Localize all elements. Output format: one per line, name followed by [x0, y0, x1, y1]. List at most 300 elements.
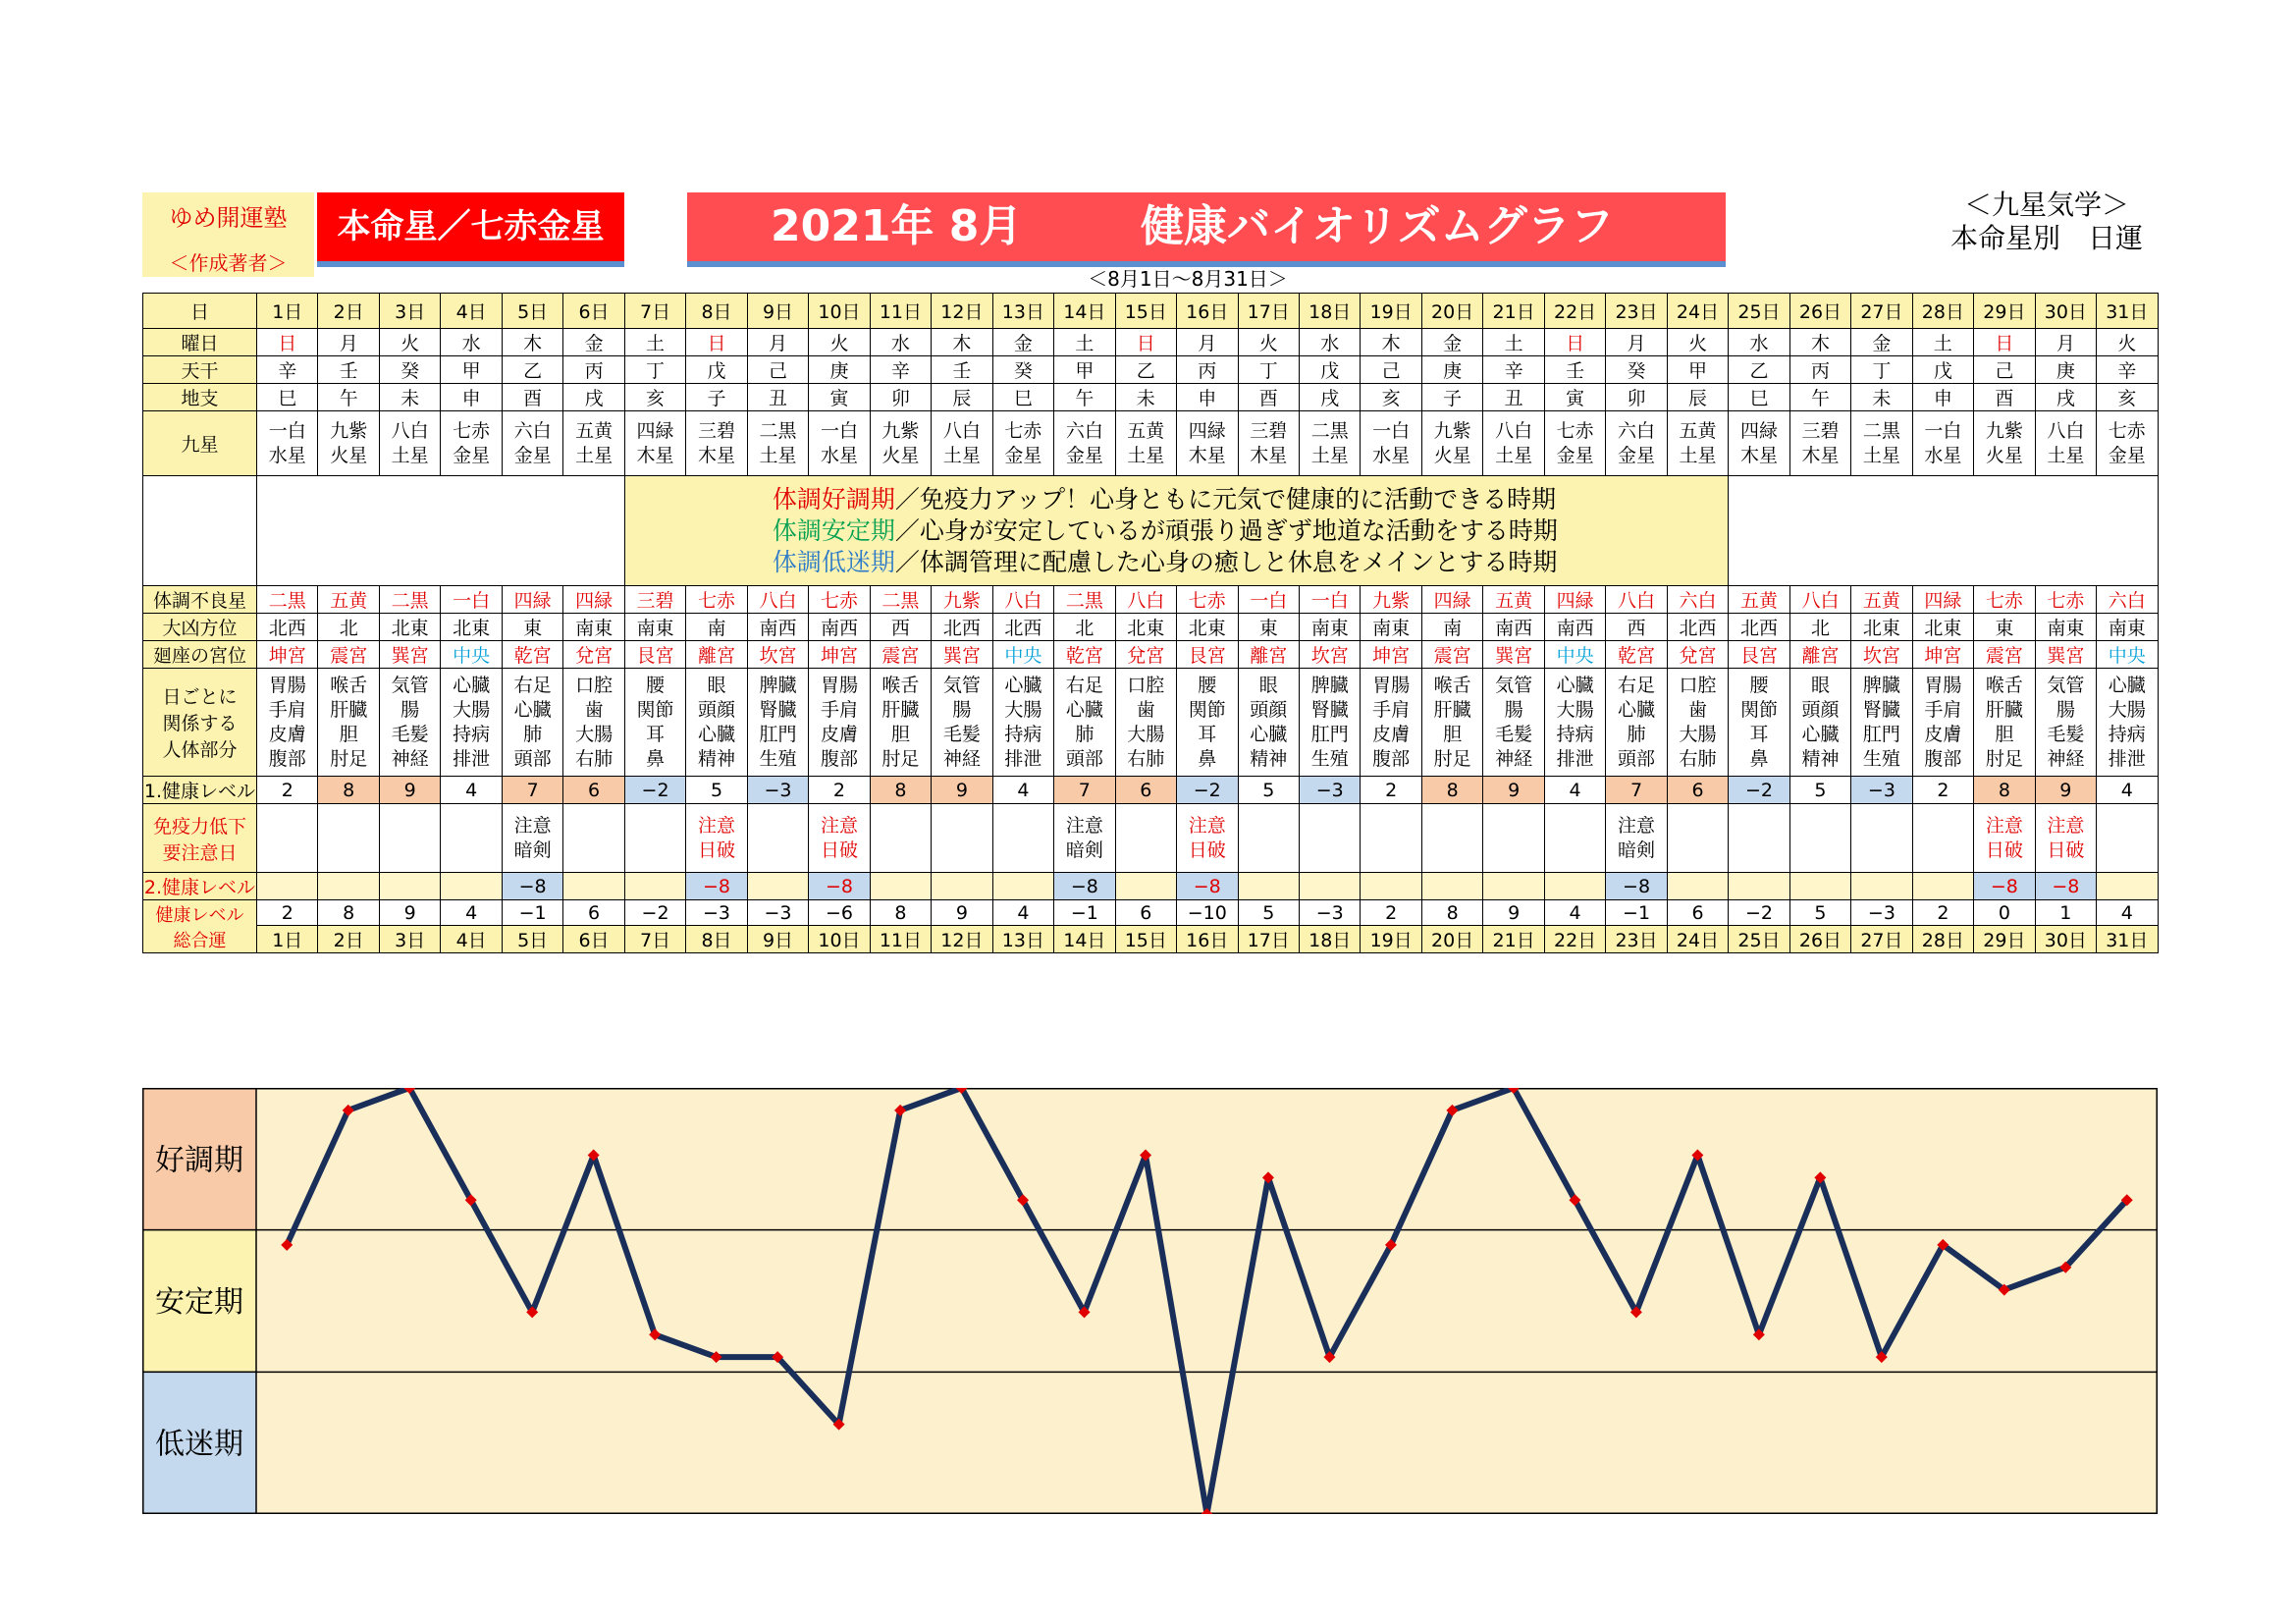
legend-stable-text: ／心身が安定しているが頑張り過ぎず地道な活動をする時期 — [894, 515, 1558, 545]
row-weekday-cell: 木 — [502, 329, 562, 356]
row-total-cell: 2 — [257, 900, 318, 926]
row-chishi-cell: 亥 — [2097, 384, 2158, 411]
row-total-cell: 2 — [1912, 900, 1973, 926]
row-kaiza-cell: 巽宮 — [932, 641, 992, 669]
row-body-cell — [1115, 669, 1176, 777]
row-day-footer-cell: 23日 — [1606, 926, 1667, 953]
row-day-cell: 19日 — [1361, 294, 1421, 329]
row-caution-cell — [318, 804, 379, 873]
body-part: 肺 — [1075, 723, 1095, 745]
body-part: 大腸 — [2108, 698, 2146, 721]
body-part: 皮膚 — [1924, 723, 1962, 745]
row-kyusei-cell — [1177, 411, 1238, 476]
kyusei-line: 一白 — [820, 419, 858, 442]
row-level2-cell: −8 — [1054, 873, 1115, 900]
row-furyo-cell: 一白 — [1299, 586, 1360, 614]
kyusei-line: 金星 — [1556, 444, 1594, 466]
body-part: 口腔 — [1127, 674, 1165, 696]
row-level1-cell: 6 — [563, 777, 624, 804]
row-daikyo-cell: 北東 — [1912, 614, 1973, 641]
row-kyusei-cell — [1544, 411, 1605, 476]
row-body-cell — [1054, 669, 1115, 777]
row-day-footer-cell: 8日 — [686, 926, 747, 953]
date-range: ＜8月1日～8月31日＞ — [1088, 267, 1288, 291]
body-part: 肝臓 — [881, 698, 920, 721]
body-part: 喉舌 — [1433, 674, 1471, 696]
row-level1-cell: 4 — [992, 777, 1053, 804]
row-weekday-cell: 火 — [2097, 329, 2158, 356]
row-daikyo-cell: 北 — [318, 614, 379, 641]
row-body — [143, 669, 2159, 777]
row-weekday-cell: 水 — [1299, 329, 1360, 356]
row-day-footer-cell: 10日 — [809, 926, 870, 953]
row-body-cell — [1177, 669, 1238, 777]
row-tenkan-cell: 壬 — [318, 356, 379, 384]
kyusei-line: 金星 — [1065, 444, 1103, 466]
row-caution-cell — [563, 804, 624, 873]
row-label-line: 日ごとに — [162, 686, 238, 708]
kyusei-line: 土星 — [1679, 444, 1717, 466]
row-chishi-cell: 子 — [1421, 384, 1482, 411]
row-body-cell — [1299, 669, 1360, 777]
kyusei-line: 水星 — [1924, 444, 1962, 466]
row-caution-cell — [809, 804, 870, 873]
row-day-footer-cell: 26日 — [1789, 926, 1850, 953]
kyusei-line: 木星 — [1739, 444, 1778, 466]
row-level2-cell — [2097, 873, 2158, 900]
kyusei-line: 六白 — [1618, 419, 1656, 442]
kyusei-line: 六白 — [513, 419, 552, 442]
body-part: 歯 — [1136, 698, 1155, 721]
row-chishi-cell: 寅 — [809, 384, 870, 411]
row-level1-cell: 4 — [441, 777, 502, 804]
legend-low-term: 体調低迷期 — [772, 547, 895, 576]
kyusei-line: 四緑 — [1739, 419, 1778, 442]
row-level2-cell: −8 — [502, 873, 562, 900]
row-body-cell — [1912, 669, 1973, 777]
row-weekday-cell: 金 — [992, 329, 1053, 356]
row-chishi-cell: 巳 — [992, 384, 1053, 411]
row-level2-cell — [1544, 873, 1605, 900]
body-part: 排泄 — [2108, 747, 2146, 770]
row-furyo-cell: 一白 — [441, 586, 502, 614]
caution-line: 暗剣 — [1065, 839, 1103, 861]
row-weekday-cell: 土 — [1483, 329, 1544, 356]
row-total — [143, 900, 2159, 926]
row-total-cell: 4 — [992, 900, 1053, 926]
row-tenkan-cell: 丁 — [1851, 356, 1912, 384]
body-part: 胆 — [1443, 723, 1463, 745]
row-chishi-cell: 辰 — [1667, 384, 1728, 411]
row-day-footer-cell: 7日 — [624, 926, 685, 953]
row-label-line: 曜日 — [181, 333, 219, 354]
body-part: 手肩 — [1924, 698, 1962, 721]
row-day-footer-cell: 4日 — [441, 926, 502, 953]
row-body-cell — [1851, 669, 1912, 777]
row-chishi-cell: 未 — [1115, 384, 1176, 411]
body-part: 手肩 — [268, 698, 306, 721]
row-weekday-cell: 土 — [1912, 329, 1973, 356]
row-weekday-cell: 水 — [870, 329, 931, 356]
row-level1-cell: 9 — [1483, 777, 1544, 804]
title-banner — [687, 192, 1726, 267]
body-part: 右肺 — [575, 747, 614, 770]
row-level2-cell: −8 — [1606, 873, 1667, 900]
body-part: 歯 — [584, 698, 604, 721]
row-chishi-cell: 丑 — [747, 384, 808, 411]
row-kaiza-cell: 坤宮 — [257, 641, 318, 669]
row-furyo-cell: 二黒 — [1054, 586, 1115, 614]
row-level1-cell: −3 — [747, 777, 808, 804]
kyusei-line: 八白 — [391, 419, 429, 442]
row-level2-cell: −8 — [1177, 873, 1238, 900]
row-day-cell: 9日 — [747, 294, 808, 329]
body-part: 毛髪 — [2047, 723, 2085, 745]
body-part: 腸 — [400, 698, 420, 721]
row-chishi-cell: 申 — [1912, 384, 1973, 411]
row-level1-cell: 4 — [2097, 777, 2158, 804]
row-total-cell: 8 — [318, 900, 379, 926]
row-caution-cell — [2097, 804, 2158, 873]
row-caution-cell — [1606, 804, 1667, 873]
row-day-footer-cell: 21日 — [1483, 926, 1544, 953]
row-body-cell — [686, 669, 747, 777]
row-kyusei-cell — [2097, 411, 2158, 476]
row-total-cell: 5 — [1789, 900, 1850, 926]
kyusei-line: 五黄 — [1127, 419, 1165, 442]
row-caution-cell — [1483, 804, 1544, 873]
body-part: 毛髪 — [942, 723, 981, 745]
kyusei-line: 水星 — [820, 444, 858, 466]
row-body-cell — [502, 669, 562, 777]
row-total-cell: 9 — [1483, 900, 1544, 926]
row-kyusei-cell — [747, 411, 808, 476]
row-total-cell: −3 — [1851, 900, 1912, 926]
kyusei-line: 火星 — [1985, 444, 2023, 466]
kyusei-line: 七赤 — [1004, 419, 1042, 442]
row-day-footer-cell: 24日 — [1667, 926, 1728, 953]
row-day-cell: 6日 — [563, 294, 624, 329]
body-part: 喉舌 — [1985, 674, 2023, 696]
kyusei-line: 木星 — [1801, 444, 1840, 466]
row-day-footer-cell: 22日 — [1544, 926, 1605, 953]
row-furyo — [143, 586, 2159, 614]
row-tenkan-cell: 甲 — [1667, 356, 1728, 384]
row-daikyo-cell: 西 — [1606, 614, 1667, 641]
row-label — [143, 873, 257, 900]
row-weekday-cell: 日 — [1115, 329, 1176, 356]
row-chishi-cell: 寅 — [1544, 384, 1605, 411]
row-level2-cell — [1729, 873, 1789, 900]
row-daikyo-cell: 東 — [502, 614, 562, 641]
row-chishi-cell: 申 — [1177, 384, 1238, 411]
kyusei-line: 二黒 — [759, 419, 797, 442]
row-day-footer-cell: 29日 — [1974, 926, 2035, 953]
row-kaiza-cell: 中央 — [2097, 641, 2158, 669]
row-furyo-cell: 七赤 — [686, 586, 747, 614]
row-furyo-cell: 八白 — [1789, 586, 1850, 614]
row-body-cell — [318, 669, 379, 777]
row-total-cell: 4 — [441, 900, 502, 926]
row-day-cell: 15日 — [1115, 294, 1176, 329]
row-chishi — [143, 384, 2159, 411]
row-label — [143, 586, 257, 614]
row-daikyo-cell: 北東 — [1851, 614, 1912, 641]
row-weekday-cell: 月 — [2035, 329, 2096, 356]
row-day-cell: 11日 — [870, 294, 931, 329]
row-kyusei-cell — [441, 411, 502, 476]
legend-good-text: ／免疫力アップ！心身ともに元気で健康的に活動できる時期 — [894, 484, 1557, 514]
row-body-cell — [1544, 669, 1605, 777]
row-level1-cell: 8 — [1974, 777, 2035, 804]
row-furyo-cell: 三碧 — [624, 586, 685, 614]
kyusei-line: 九紫 — [1985, 419, 2023, 442]
row-level1-cell: 5 — [1238, 777, 1299, 804]
row-day-cell: 3日 — [379, 294, 440, 329]
row-label — [143, 777, 257, 804]
row-kyusei — [143, 411, 2159, 476]
row-chishi-cell: 戌 — [2035, 384, 2096, 411]
row-kyusei-cell — [870, 411, 931, 476]
row-label-line: 総合運 — [173, 930, 227, 951]
kyusei-line: 三碧 — [1250, 419, 1288, 442]
row-furyo-cell: 七赤 — [2035, 586, 2096, 614]
row-furyo-cell: 四緑 — [1421, 586, 1482, 614]
row-chishi-cell: 酉 — [1974, 384, 2035, 411]
row-kaiza-cell: 離宮 — [686, 641, 747, 669]
row-chishi-cell: 申 — [441, 384, 502, 411]
row-level2-cell — [1483, 873, 1544, 900]
row-furyo-cell: 四緑 — [502, 586, 562, 614]
row-label-line: 廻座の宮位 — [152, 645, 246, 667]
row-tenkan-cell: 戊 — [1299, 356, 1360, 384]
row-level1-cell: 9 — [379, 777, 440, 804]
body-part: 持病 — [2108, 723, 2146, 745]
page-title: 健康バイオリズムグラフ — [1141, 201, 1614, 251]
row-day-footer-cell: 28日 — [1912, 926, 1973, 953]
row-tenkan-cell: 乙 — [502, 356, 562, 384]
kyusei-line: 九紫 — [330, 419, 368, 442]
row-body-cell — [1238, 669, 1299, 777]
row-day-cell: 23日 — [1606, 294, 1667, 329]
row-total-cell: 9 — [932, 900, 992, 926]
biorhythm-table — [142, 293, 2159, 953]
body-part: 大腸 — [1556, 698, 1594, 721]
row-furyo-cell: 七赤 — [1177, 586, 1238, 614]
row-furyo-cell: 四緑 — [1544, 586, 1605, 614]
row-kaiza-cell: 乾宮 — [502, 641, 562, 669]
row-body-cell — [2097, 669, 2158, 777]
row-furyo-cell: 二黒 — [379, 586, 440, 614]
row-kyusei-cell — [1789, 411, 1850, 476]
row-daikyo-cell: 西 — [870, 614, 931, 641]
row-body-cell — [992, 669, 1053, 777]
body-part: 心臓 — [698, 723, 736, 745]
row-total-cell: 6 — [1115, 900, 1176, 926]
row-day-cell: 25日 — [1729, 294, 1789, 329]
kyusei-line: 水星 — [268, 444, 306, 466]
row-kaiza-cell: 巽宮 — [1483, 641, 1544, 669]
kyusei-line: 金星 — [2108, 444, 2146, 466]
row-caution-cell — [379, 804, 440, 873]
body-part: 腎臓 — [1862, 698, 1900, 721]
body-part: 口腔 — [1679, 674, 1717, 696]
row-body-cell — [1667, 669, 1728, 777]
row-label-line: 天干 — [181, 360, 219, 382]
body-part: 右足 — [1065, 674, 1103, 696]
kyusei-line: 金星 — [1004, 444, 1042, 466]
plot-background — [256, 1088, 2158, 1514]
row-kaiza-cell: 巽宮 — [379, 641, 440, 669]
body-part: 腰 — [1198, 674, 1217, 696]
row-level1-cell: 8 — [318, 777, 379, 804]
kyusei-line: 土星 — [942, 444, 981, 466]
body-part: 毛髪 — [391, 723, 429, 745]
row-tenkan-cell: 己 — [747, 356, 808, 384]
row-day-footer-cell: 25日 — [1729, 926, 1789, 953]
row-caution-cell — [2035, 804, 2096, 873]
body-part: 神経 — [391, 747, 429, 770]
row-daikyo-cell: 南 — [1421, 614, 1482, 641]
row-level1-cell: 5 — [1789, 777, 1850, 804]
row-kaiza-cell: 艮宮 — [624, 641, 685, 669]
row-weekday-cell: 水 — [441, 329, 502, 356]
kyusei-line: 九紫 — [881, 419, 920, 442]
body-part: 鼻 — [1749, 747, 1769, 770]
kyusei-line: 三碧 — [1801, 419, 1840, 442]
row-chishi-cell: 戌 — [563, 384, 624, 411]
body-part: 腹部 — [268, 747, 306, 770]
row-kaiza-cell: 艮宮 — [1177, 641, 1238, 669]
row-caution-cell — [1851, 804, 1912, 873]
row-label-line: 1.健康レベル — [143, 781, 256, 802]
body-part: 眼 — [707, 674, 726, 696]
row-weekday-cell: 土 — [1054, 329, 1115, 356]
row-daikyo-cell: 南西 — [1544, 614, 1605, 641]
body-part: 耳 — [1198, 723, 1217, 745]
row-level2-cell — [992, 873, 1053, 900]
row-level1 — [143, 777, 2159, 804]
row-daikyo-cell: 南東 — [624, 614, 685, 641]
body-part: 精神 — [1250, 747, 1288, 770]
body-part: 心臓 — [453, 674, 491, 696]
row-kyusei-cell — [1054, 411, 1115, 476]
row-body-cell — [624, 669, 685, 777]
row-total-cell: 2 — [1361, 900, 1421, 926]
row-chishi-cell: 酉 — [1238, 384, 1299, 411]
row-body-cell — [379, 669, 440, 777]
row-kaiza-cell: 坤宮 — [809, 641, 870, 669]
row-caution — [143, 804, 2159, 873]
row-kyusei-cell — [502, 411, 562, 476]
row-level1-cell: −2 — [1729, 777, 1789, 804]
kyusei-line: 土星 — [1862, 444, 1900, 466]
row-body-cell — [1974, 669, 2035, 777]
body-part: 大腸 — [1679, 723, 1717, 745]
row-day-footer-cell: 12日 — [932, 926, 992, 953]
body-part: 心臓 — [1618, 698, 1656, 721]
row-level2-cell — [441, 873, 502, 900]
row-level2-cell — [870, 873, 931, 900]
row-day-footer-cell: 11日 — [870, 926, 931, 953]
row-day-cell: 22日 — [1544, 294, 1605, 329]
row-furyo-cell: 二黒 — [257, 586, 318, 614]
body-part: 頭顔 — [1250, 698, 1288, 721]
row-total-cell: −6 — [809, 900, 870, 926]
legend-low-text: ／体調管理に配慮した心身の癒しと休息をメインとする時期 — [894, 547, 1558, 576]
kyusei-line: 七赤 — [2108, 419, 2146, 442]
row-tenkan-cell: 乙 — [1729, 356, 1789, 384]
row-kaiza — [143, 641, 2159, 669]
body-part: 関節 — [636, 698, 674, 721]
row-day-cell: 13日 — [992, 294, 1053, 329]
row-kaiza-cell: 坎宮 — [1851, 641, 1912, 669]
row-weekday-cell: 木 — [1361, 329, 1421, 356]
row-daikyo-cell: 北東 — [441, 614, 502, 641]
row-level1-cell: 7 — [1054, 777, 1115, 804]
row-level2 — [143, 873, 2159, 900]
row-tenkan-cell: 癸 — [379, 356, 440, 384]
row-kyusei-cell — [257, 411, 318, 476]
row-tenkan-cell: 甲 — [1054, 356, 1115, 384]
row-kyusei-cell — [1299, 411, 1360, 476]
body-part: 胃腸 — [820, 674, 858, 696]
row-total-cell: −1 — [1054, 900, 1115, 926]
legend-stable-term: 体調安定期 — [772, 515, 895, 545]
band-label: 安定期 — [155, 1285, 243, 1320]
row-chishi-cell: 酉 — [502, 384, 562, 411]
row-chishi-cell: 子 — [686, 384, 747, 411]
row-total-cell: 6 — [563, 900, 624, 926]
body-part: 心臓 — [1801, 723, 1840, 745]
row-level1-cell: 4 — [1544, 777, 1605, 804]
row-body-cell — [257, 669, 318, 777]
row-level1-cell: 8 — [1421, 777, 1482, 804]
row-tenkan-cell: 戊 — [1912, 356, 1973, 384]
row-day-cell: 12日 — [932, 294, 992, 329]
org-author: ＜作成著者＞ — [169, 251, 288, 275]
row-level1-cell: 6 — [1115, 777, 1176, 804]
row-label-line: 2.健康レベル — [143, 877, 256, 898]
kyusei-line: 木星 — [1188, 444, 1226, 466]
row-kaiza-cell: 震宮 — [1974, 641, 2035, 669]
kyusei-line: 土星 — [2047, 444, 2085, 466]
row-weekday-cell: 水 — [1729, 329, 1789, 356]
body-part: 手肩 — [820, 698, 858, 721]
row-weekday-cell: 日 — [686, 329, 747, 356]
row-weekday-cell: 金 — [1421, 329, 1482, 356]
row-total-cell: −10 — [1177, 900, 1238, 926]
kyusei-line: 木星 — [1250, 444, 1288, 466]
row-weekday-cell: 月 — [1606, 329, 1667, 356]
row-label — [143, 384, 257, 411]
row-kyusei-cell — [318, 411, 379, 476]
row-tenkan-cell: 癸 — [1606, 356, 1667, 384]
legend-good-term: 体調好調期 — [772, 484, 895, 514]
row-kaiza-cell: 兌宮 — [1115, 641, 1176, 669]
row-kyusei-cell — [379, 411, 440, 476]
caution-line: 注意 — [820, 814, 858, 837]
row-total-cell: 0 — [1974, 900, 2035, 926]
body-part: 肝臓 — [1985, 698, 2023, 721]
body-part: 肘足 — [1985, 747, 2023, 770]
body-part: 持病 — [1004, 723, 1042, 745]
row-tenkan-cell: 己 — [1974, 356, 2035, 384]
row-day-cell: 21日 — [1483, 294, 1544, 329]
row-label — [143, 900, 257, 953]
body-part: 生殖 — [1310, 747, 1349, 770]
kyusei-line: 一白 — [1372, 419, 1411, 442]
